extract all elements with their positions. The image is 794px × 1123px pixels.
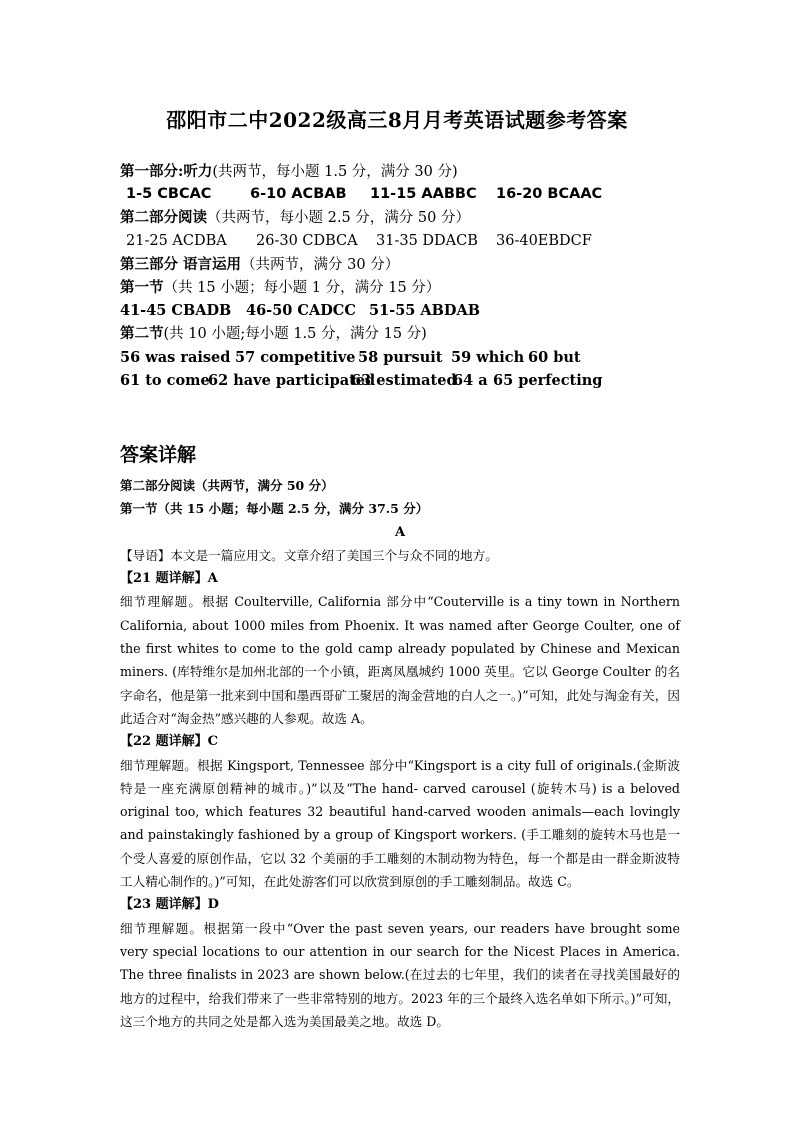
answer-group: 41-45 CBADB <box>120 302 232 320</box>
answer-detail <box>120 474 680 1033</box>
answer-group: 6-10 ACBAB <box>250 186 347 203</box>
answer-item: 65 perfecting <box>493 371 603 389</box>
answer-group: 31-35 DDACB <box>376 232 478 249</box>
answer-item: 57 competitive <box>235 348 356 366</box>
answer-item: 58 pursuit <box>358 348 443 366</box>
part1-label: 第一部分:听力 <box>120 163 213 180</box>
part3-line <box>120 253 720 276</box>
answer-detail-heading: 答案详解 <box>120 444 197 466</box>
answer-group: 36-40EBDCF <box>496 232 592 249</box>
q23-heading: 【23 题详解】D <box>120 897 219 913</box>
detail-section-heading: 第一节（共 15 小题；每小题 2.5 分，满分 37.5 分） <box>120 501 429 517</box>
part1-answers <box>120 183 720 206</box>
detail-part-heading: 第二部分阅读（共两节，满分 50 分） <box>120 478 334 493</box>
section2-note: (共 10 小题;每小题 1.5 分，满分 15 分) <box>163 326 427 343</box>
passage-label: A <box>394 524 406 540</box>
answer-group: 1-5 CBCAC <box>126 186 212 203</box>
answer-item: 64 a <box>453 371 488 389</box>
answer-item: 56 was raised <box>120 348 231 366</box>
q21-explanation: 细节理解题。根据 Coulterville, California 部分中“Couterville is a tiny town in Northern California, about 1000 miles from Phoenix. It was named after George Coulter, one of the first whites to come to the gold camp already populated by Chinese and Mexican miners. (库特维尔是加州北部的一个小镇，距离凤凰城约 1000 英里。它以 George Coulter 的名字命名，他是第一批来到中国和墨西哥矿工聚居的淘金营地的白人之一。)”可知，此处与淘金有关，因此适合对“淘金热”感兴趣的人参观。故选 A。 <box>120 594 680 726</box>
q23-explanation: 细节理解题。根据第一段中“Over the past seven years, our readers have brought some very special locations to our attention in our search for the Nicest Places in America. The three finalists in 2023 are shown below.(在过去的七年里，我们的读者在寻找美国最好的地方的过程中，给我们带来了一些非常特别的地方。2023 年的三个最终入选名单如下所示。)”可知，这三个地方的共同之处是都入选为美国最美之地。故选 D。 <box>120 920 680 1029</box>
answer-group: 51-55 ABDAB <box>369 302 481 320</box>
answer-item: 62 have participated <box>208 371 376 389</box>
page-title: 邵阳市二中2022级高三8月月考英语试题参考答案 <box>166 108 628 132</box>
passage-intro: 【导语】本文是一篇应用文。文章介绍了美国三个与众不同的地方。 <box>120 547 498 563</box>
q21-heading: 【21 题详解】A <box>120 571 218 587</box>
answer-group: 16-20 BCAAC <box>496 186 603 203</box>
answer-group: 11-15 AABBC <box>370 186 477 203</box>
q22-explanation: 细节理解题。根据 Kingsport, Tennessee 部分中“Kingsport is a city full of originals.(金斯波特是一座充满原创精神的城市。)”以及“The hand- carved carousel (旋转木马) is a beloved original too, which features 32 beautiful hand-carved wooden animals—each lovingly and painstakingly fashioned by a group of Kingsport workers. (手工雕刻的旋转木马也是一个受人喜爱的原创作品，它以 32 个美丽的手工雕刻的木制动物为特色，每一个都是由一群金斯波特工人精心制作的。)”可知，在此处游客们可以欣赏到原创的手工雕刻制品。故选 C。 <box>120 757 680 890</box>
section1-line <box>120 276 720 299</box>
answer-item: 61 to come <box>120 371 210 389</box>
part2-line <box>120 206 720 229</box>
section2-line <box>120 322 720 345</box>
answer-item: 63 estimated <box>351 371 457 389</box>
answer-item: 60 but <box>528 348 581 366</box>
q22-heading: 【22 题详解】C <box>120 734 218 750</box>
answer-group: 26-30 CDBCA <box>256 232 358 249</box>
answer-item: 59 which <box>451 348 525 366</box>
answer-key <box>120 160 720 392</box>
part2-answers <box>120 230 720 253</box>
part2-note: （共两节，每小题 2.5 分，满分 50 分） <box>207 210 470 227</box>
part3-note: （共两节，满分 30 分） <box>241 256 400 273</box>
part1-note: (共两节，每小题 1.5 分，满分 30 分) <box>212 164 458 180</box>
answer-group: 46-50 CADCC <box>246 302 356 320</box>
section1-label: 第一节 <box>120 278 164 296</box>
section2-label: 第二节 <box>120 325 164 343</box>
answer-group: 21-25 ACDBA <box>126 232 227 249</box>
part3-label: 第三部分 语言运用 <box>120 255 242 273</box>
section1-answers <box>120 299 720 322</box>
part2-label: 第二部分阅读 <box>120 209 207 227</box>
section2-row1 <box>120 346 720 369</box>
section2-row2 <box>120 369 720 392</box>
section1-note: （共 15 小题；每小题 1 分，满分 15 分） <box>163 279 441 296</box>
part1-line <box>120 160 720 183</box>
